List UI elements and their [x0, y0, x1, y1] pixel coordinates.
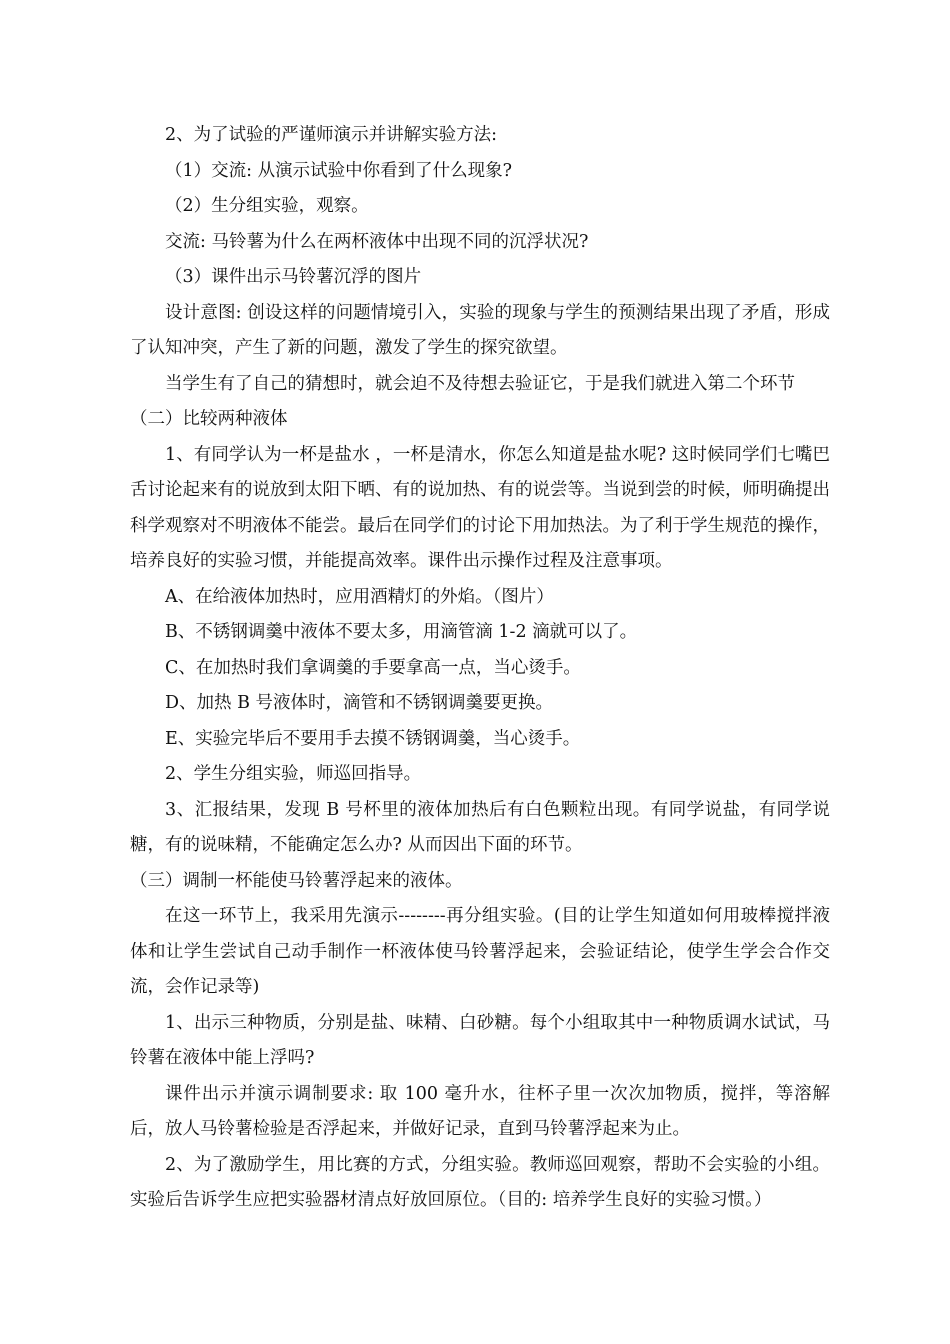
paragraph-group-observe: （2）生分组实验，观察。: [165, 196, 369, 216]
section-heading-compare-liquids: （二）比较两种液体: [130, 409, 288, 429]
list-item-e: E、实验完毕后不要用手去摸不锈钢调羹，当心烫手。: [165, 728, 581, 749]
paragraph-design-intent: 设计意图: 创设这样的问题情境引入，实验的现象与学生的预测结果出现了矛盾，形成了认知冲突，产生了新的问题，激发了学生的探究欲望。: [130, 302, 830, 358]
list-item-a: A、在给液体加热时，应用酒精灯的外焰。（图片）: [165, 586, 554, 607]
paragraph-discussion-2: 交流: 马铃薯为什么在两杯液体中出现不同的沉浮状况?: [165, 231, 589, 252]
paragraph-discussion-1: （1）交流: 从演示试验中你看到了什么现象?: [165, 160, 512, 181]
list-item-c: C、在加热时我们拿调羹的手要拿高一点，当心烫手。: [165, 657, 581, 678]
paragraph-demo-then-group: 在这一环节上，我采用先演示--------再分组实验。(目的让学生知道如何用玻棒搅拌液体和让学生尝试自己动手制作一杯液体使马铃薯浮起来，会验证结论，使学生学会合作交流，会作记录等): [130, 906, 830, 997]
paragraph-salt-water-question: 1、有同学认为一杯是盐水 ，一杯是清水，你怎么知道是盐水呢? 这时候同学们七嘴巴舌讨论起来有的说放到太阳下晒、有的说加热、有的说尝等。当说到尝的时候，师明确提出科学观察对不明液体不能尝。最后在同学们的讨论下用加热法。为了利于学生规范的操作，培养良好的实验习惯，并能提高效率。课件出示操作过程及注意事项。: [130, 444, 830, 571]
paragraph-three-substances: 1、出示三种物质，分别是盐、味精、白砂糖。每个小组取其中一种物质调水试试，马铃薯在液体中能上浮吗?: [130, 1012, 830, 1068]
paragraph-report-results: 3、汇报结果，发现 B 号杯里的液体加热后有白色颗粒出现。有同学说盐，有同学说糖，有的说味精，不能确定怎么办? 从而因出下面的环节。: [130, 799, 830, 855]
paragraph-step-2-demo: 2、为了试验的严谨师演示并讲解实验方法:: [165, 125, 498, 145]
section-heading-prepare-liquid: （三）调制一杯能使马铃薯浮起来的液体。: [130, 870, 463, 891]
list-item-b: B、不锈钢调羹中液体不要太多，用滴管滴 1-2 滴就可以了。: [165, 622, 638, 642]
paragraph-competition: 2、为了激励学生，用比赛的方式，分组实验。教师巡回观察，帮助不会实验的小组。实验后告诉学生应把实验器材清点好放回原位。（目的: 培养学生良好的实验习惯。）: [130, 1154, 830, 1210]
document-body: [130, 118, 830, 1219]
list-item-d: D、加热 B 号液体时，滴管和不锈钢调羹要更换。: [165, 693, 554, 713]
paragraph-transition: 当学生有了自己的猜想时，就会迫不及待想去验证它，于是我们就进入第二个环节: [165, 373, 795, 394]
paragraph-courseware-images: （3）课件出示马铃薯沉浮的图片: [165, 267, 422, 287]
paragraph-group-experiment: 2、学生分组实验，师巡回指导。: [165, 764, 422, 784]
paragraph-preparation-requirements: 课件出示并演示调制要求: 取 100 毫升水，往杯子里一次次加物质，搅拌，等溶解后，放人马铃薯检验是否浮起来，并做好记录，直到马铃薯浮起来为止。: [130, 1083, 830, 1139]
